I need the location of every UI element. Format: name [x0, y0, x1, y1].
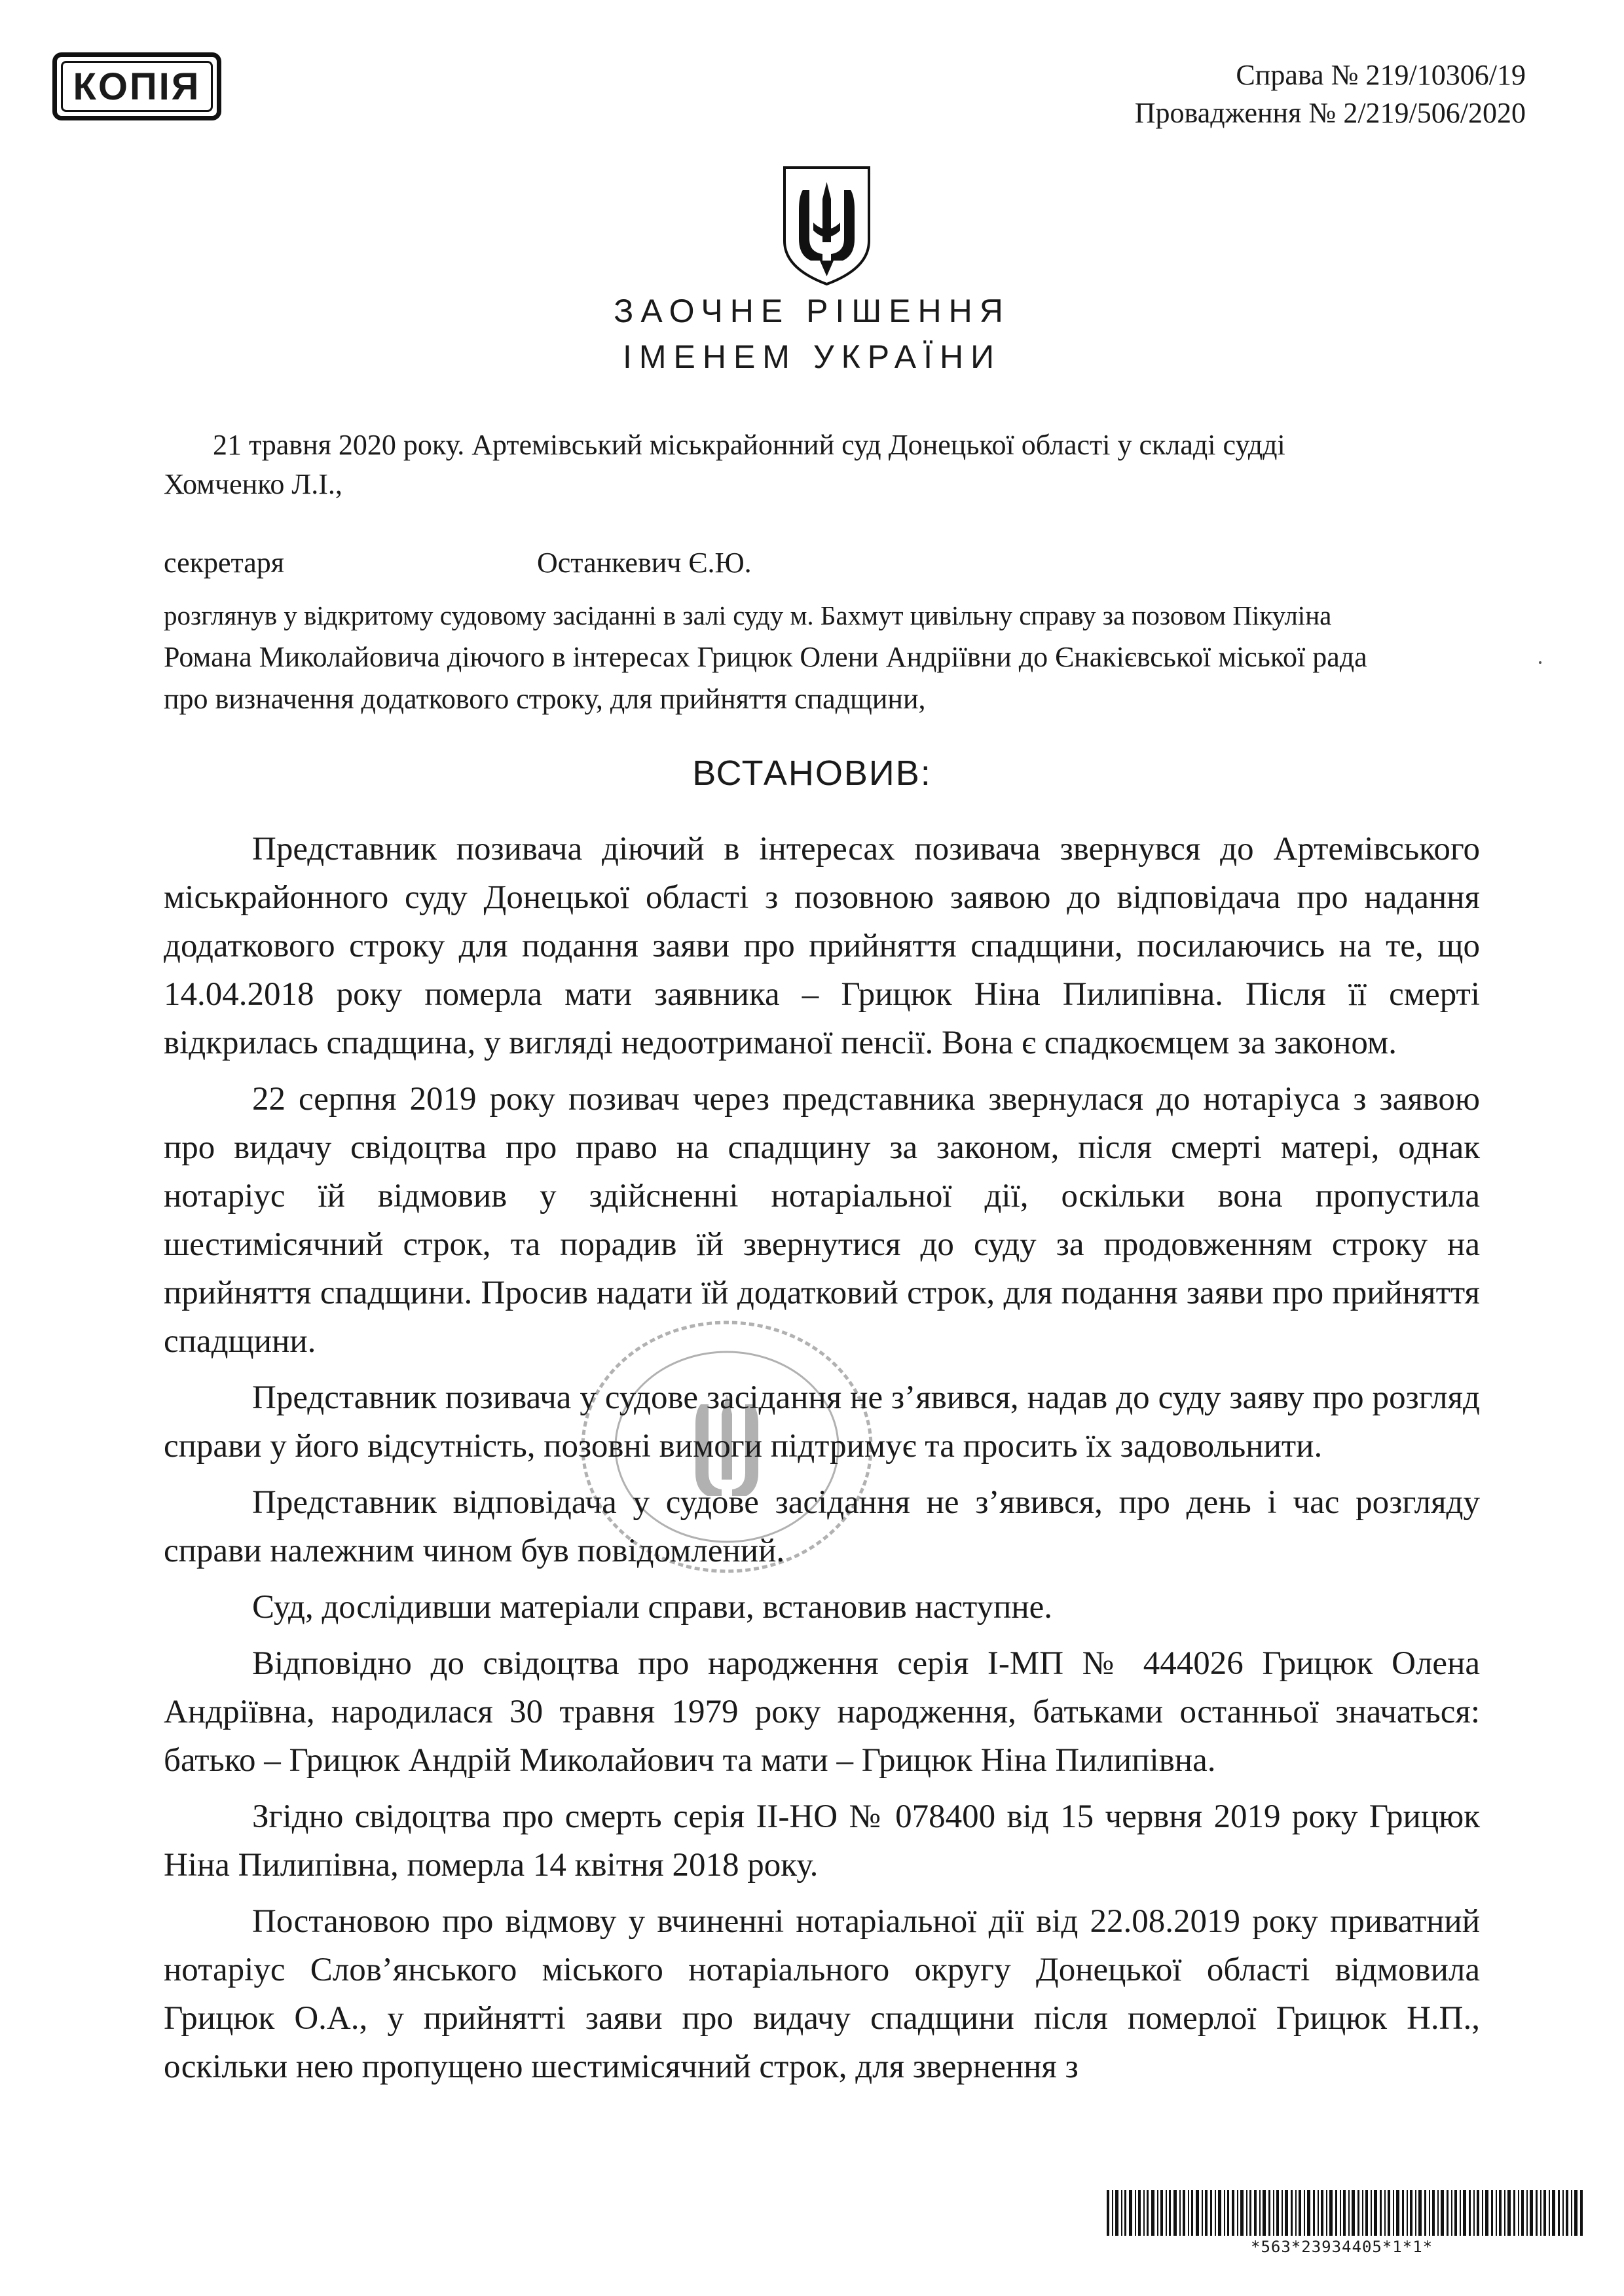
case-number: Справа № 219/10306/19	[1236, 59, 1526, 91]
intro-court-line-block	[164, 426, 1473, 504]
paragraph: Відповідно до свідоцтва про народження серія І-МП № 444026 Грицюк Олена Андріївна, народилася 30 травня 1979 року народження, батьками останньої значаться: батько – Грицюк Андрій Миколайович та мати – Грицюк Ніна Пилипівна.	[164, 1645, 1480, 1779]
section-heading: ВСТАНОВИВ:	[692, 754, 932, 793]
title-line-2: ІМЕНЕМ УКРАЇНИ	[622, 338, 1002, 375]
title-line-1: ЗАОЧНЕ РІШЕННЯ	[614, 293, 1010, 329]
paragraph: Представник позивача діючий в інтересах позивача звернувся до Артемівського міськрайонного суду Донецької області з позовною заявою до відповідача про надання додаткового строку для подання заяви про прийняття спадщини, посилаючись на те, що 14.04.2018 року померла мати заявника – Грицюк Ніна Пилипівна. Після її смерті відкрилась спадщина, у вигляді недоотриманої пенсії. Вона є спадкоємцем за законом.	[164, 831, 1480, 1061]
intro-secretary-block	[164, 543, 1473, 583]
paragraph: Представник відповідача у судове засідання не з’явився, про день і час розгляду справи належним чином був повідомлений.	[164, 1484, 1480, 1569]
intro-case-block	[164, 594, 1473, 720]
intro-case-line-2: Романа Миколайовича діючого в інтересах Грицюк Олени Андріївни до Єнакієвської міської рада	[164, 641, 1367, 673]
paragraph: Представник позивача у судове засідання не з’явився, надав до суду заяву про розгляд справи у його відсутність, позовні вимоги підтримує та просить їх задовольнити.	[164, 1379, 1480, 1465]
trident-coat-of-arms-icon	[779, 164, 874, 288]
intro-case-line-1: розглянув у відкритому судовому засіданні в залі суду м. Бахмут цивільну справу за позовом Пікуліна	[164, 600, 1332, 630]
paragraph: Суд, дослідивши матеріали справи, встановив наступне.	[252, 1589, 1053, 1626]
intro-judge: Хомченко Л.І.,	[164, 468, 342, 500]
paragraph: Згідно свідоцтва про смерть серія ІІ-НО № 078400 від 15 червня 2019 року Грицюк Ніна Пилипівна, померла 14 квітня 2018 року.	[164, 1798, 1480, 1884]
document-title	[0, 288, 1624, 380]
intro-court-line: 21 травня 2020 року. Артемівський міськрайонний суд Донецької області у складі судді	[213, 429, 1285, 461]
case-info	[1135, 56, 1526, 132]
intro-case-line-3: про визначення додаткового строку, для прийняття спадщини,	[164, 683, 926, 715]
scan-speck	[1539, 661, 1541, 664]
secretary-name: Останкевич Є.Ю.	[537, 547, 752, 579]
paragraph: Постановою про відмову у вчиненні нотаріальної дії від 22.08.2019 року приватний нотаріус Слов’янського міського нотаріального округу Донецької області відмовила Грицюк О.А., у прийнятті заяви про видачу спадщини після померлої Грицюк Н.П., оскільки нею пропущено шестимісячний строк, для звернення з	[164, 1903, 1480, 2085]
barcode	[1107, 2190, 1585, 2236]
copy-stamp	[52, 52, 221, 120]
secretary-label: секретаря	[164, 547, 285, 579]
court-seal	[576, 1316, 877, 1578]
barcode-text: *563*23934405*1*1*	[1251, 2238, 1433, 2256]
copy-stamp-label: КОПІЯ	[73, 65, 201, 108]
proceeding-number: Провадження № 2/219/506/2020	[1134, 97, 1526, 129]
paragraph: 22 серпня 2019 року позивач через представника звернулася до нотаріуса з заявою про видачу свідоцтва про право на спадщину за законом, після смерті матері, однак нотаріус їй відмовив у здійсненні нотаріальної дії, оскільки вона пропустила шестимісячний строк, та порадив їй звернутися до суду за продовженням строку на прийняття спадщини. Просив надати їй додатковий строк, для подання заяви про прийняття спадщини.	[164, 1081, 1480, 1360]
